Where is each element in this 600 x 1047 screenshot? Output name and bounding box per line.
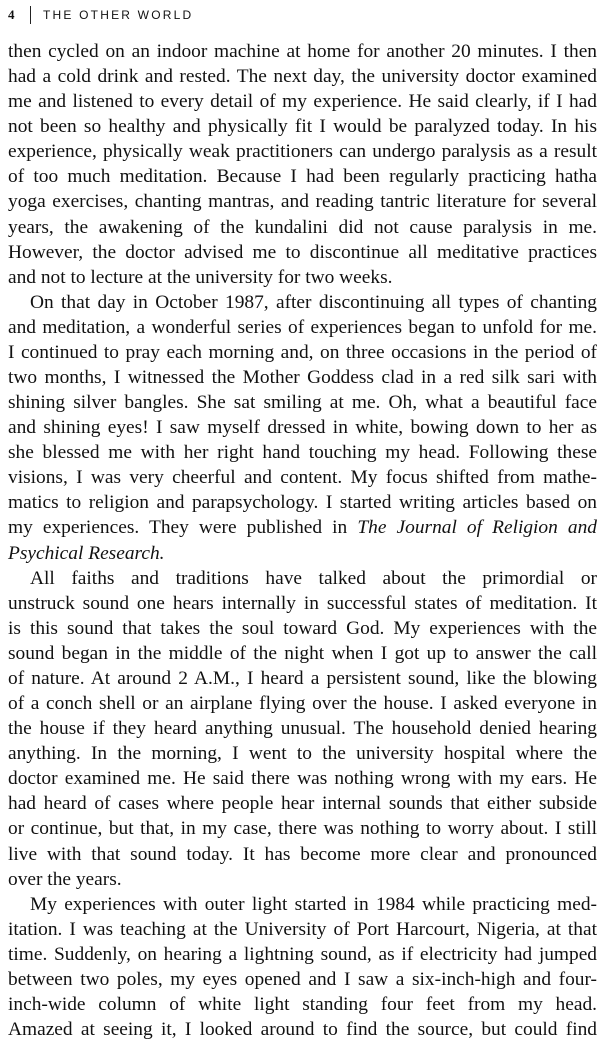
text-line: and meditation, a wonderful series of experiences began to unfold for me. [8,316,597,338]
text-line: then cycled on an indoor machine at home for another 20 minutes. I then [8,41,597,62]
text-line: not been so healthy and physically fit I would be paralyzed today. In his [8,116,597,138]
text-line: However, the doctor advised me to discontinue all meditative practices [8,241,597,263]
text-line: experience, physically weak practitioners can undergo paralysis as a result [8,141,597,163]
running-title: THE OTHER WORLD [43,8,194,22]
text-line: or continue, but that, in my case, there was nothing to worry about. I still [8,818,597,840]
paragraph [8,892,597,1042]
text-line: and shining eyes! I saw myself dressed in white, bowing down to her as [8,417,597,439]
text-line: matics to religion and parapsychology. I started writing articles based on [8,492,597,514]
text-line: and not to lecture at the university for two weeks. [8,266,393,288]
text-line [8,541,597,566]
running-header [8,4,193,26]
text-line: itation. I was teaching at the University of Port Harcourt, Nigeria, at that [8,918,597,940]
body-text [8,39,597,1042]
paragraph [8,290,597,566]
text-line: anything. In the morning, I went to the university hospital where the [8,743,597,765]
text-line: live with that sound today. It has become more clear and pronounced [8,843,597,865]
paragraph [8,566,597,892]
text-line: the house if they heard anything unusual. The household denied hearing [8,718,597,740]
text-line: My experiences with outer light started in 1984 while practicing med- [30,893,597,915]
text-line: of a conch shell or an airplane flying over the house. I asked everyone in [8,693,597,715]
text-line: is this sound that takes the soul toward God. My experiences with the [8,617,597,639]
text-line: visions, I was very cheerful and content. My focus shifted from mathe- [8,467,597,489]
text-line: doctor examined me. He said there was nothing wrong with my ears. He [8,768,597,790]
text-line: two months, I witnessed the Mother Goddess clad in a red silk sari with [8,367,597,389]
journal-title: The Journal of Religion and [357,517,597,539]
text-line: On that day in October 1987, after discontinuing all types of chanting [30,291,597,313]
text-line: my experiences. They were published in The Journal of Religion and [8,517,597,539]
text-line: yoga exercises, chanting mantras, and reading tantric literature for several [8,191,597,213]
text-line: shining silver bangles. She sat smiling at me. Oh, what a beautiful face [8,392,597,414]
text-line: had heard of cases where people hear internal sounds that either subside [8,793,597,815]
text-line: Amazed at seeing it, I looked around to find the source, but could find [8,1019,597,1041]
text-line: between two poles, my eyes opened and I saw a six-inch-high and four- [8,968,597,990]
page-number: 4 [8,7,15,22]
text-line: me and listened to every detail of my experience. He said clearly, if I had [8,91,597,113]
text-line: years, the awakening of the kundalini did not cause paralysis in me. [8,216,597,238]
header-divider [30,6,31,24]
text-line: sound began in the middle of the night when I got up to answer the call [8,642,597,664]
text-line: inch-wide column of white light standing four feet from my head. [8,993,597,1015]
text-line: over the years. [8,868,122,890]
text-line: All faiths and traditions have talked about the primordial or [30,567,597,589]
text-line: I continued to pray each morning and, on three occasions in the period of [8,341,597,363]
text-line: unstruck sound one hears internally in successful states of meditation. It [8,592,597,614]
text-line: had a cold drink and rested. The next day, the university doctor examined [8,66,597,88]
text-line: she blessed me with her right hand touching my head. Following these [8,442,597,464]
text-line: time. Suddenly, on hearing a lightning sound, as if electricity had jumped [8,943,597,965]
paragraph [8,39,597,290]
text-line: of nature. At around 2 A.M., I heard a persistent sound, like the blowing [8,667,597,689]
journal-title: Psychical Research. [8,542,165,564]
text-line: of too much meditation. Because I had been regularly practicing hatha [8,166,597,188]
